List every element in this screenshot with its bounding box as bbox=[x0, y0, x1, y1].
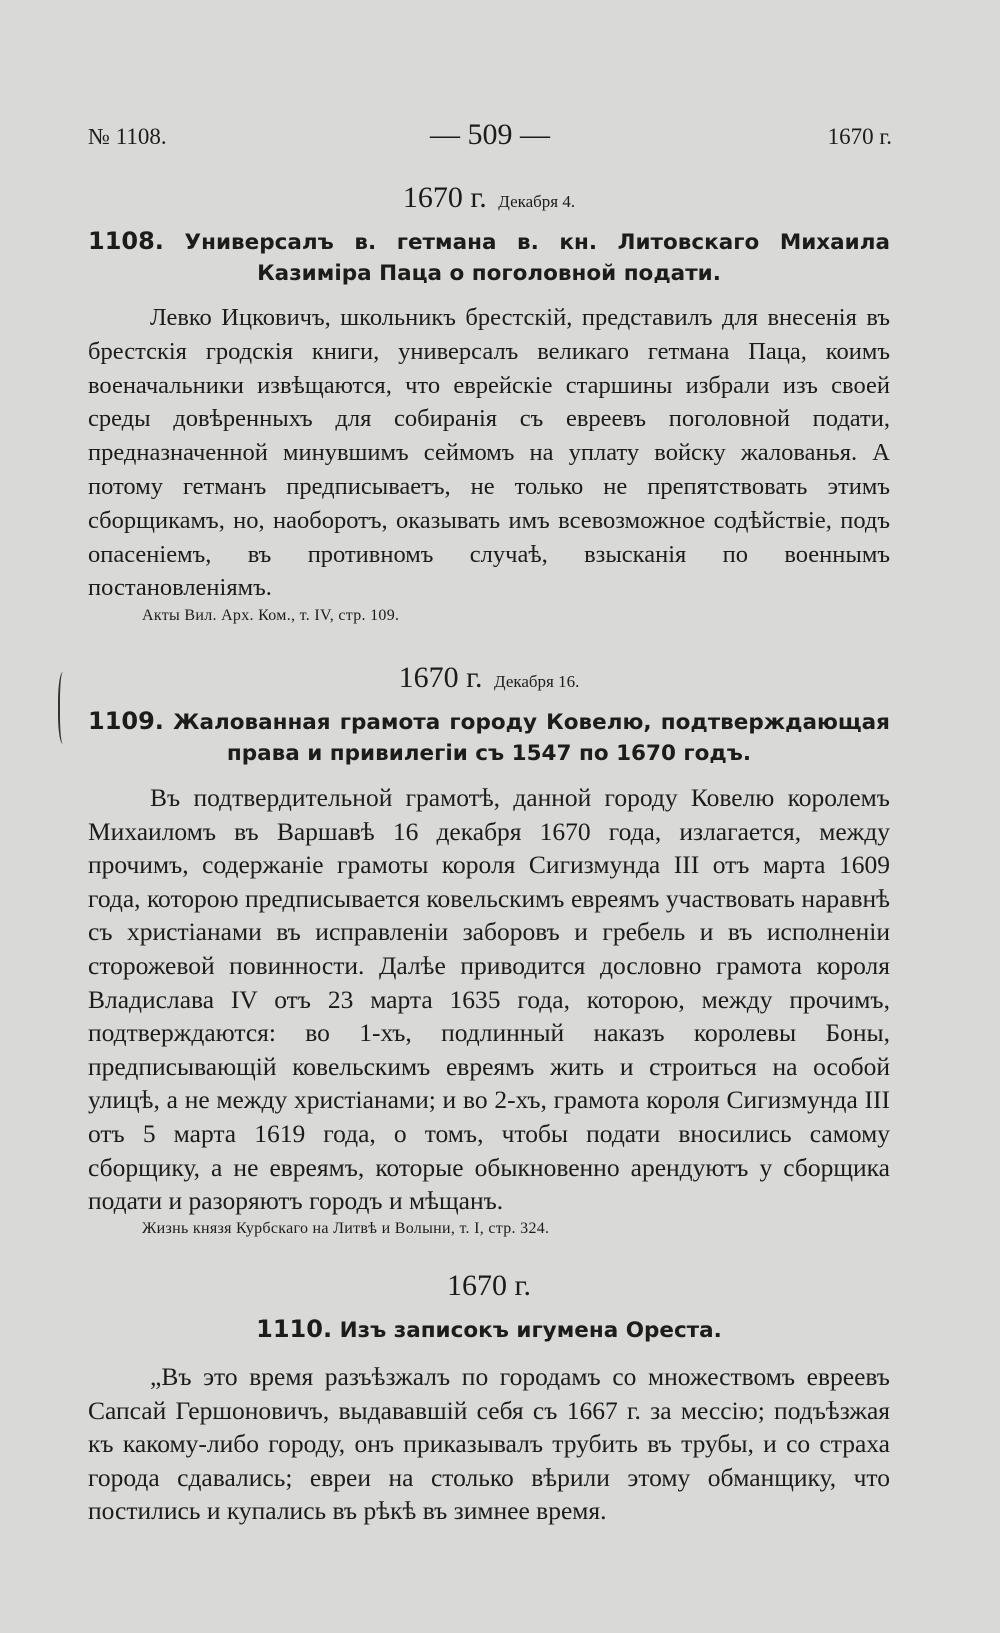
entry-date bbox=[88, 1268, 890, 1304]
date-year: 1670 г. bbox=[447, 1269, 531, 1302]
entry-title bbox=[88, 1314, 890, 1346]
entry-date bbox=[88, 660, 890, 700]
entry-1110 bbox=[88, 1268, 890, 1528]
entry-title-text: Универсалъ в. гетмана в. кн. Литовскаго Михаила Казиміра Паца о поголовной подати. bbox=[184, 230, 890, 286]
date-year: 1670 г. bbox=[398, 661, 483, 694]
date-detail: Декабря 16. bbox=[494, 672, 580, 691]
date-detail: Декабря 4. bbox=[498, 192, 576, 211]
entry-source: Акты Вил. Арх. Ком., т. IV, стр. 109. bbox=[142, 607, 400, 625]
entry-body: „Въ это время разъѣзжалъ по городамъ со множествомъ евреевъ Сапсай Гершоновичъ, выдававшій себя съ 1667 г. за мессію; подъѣзжая къ какому-либо городу, онъ приказывалъ трубить въ трубы, и со страха города сдавались; евреи на столько вѣрили этому обманщику, что постились и купались въ рѣкѣ въ зимнее время. bbox=[88, 1362, 890, 1526]
entry-body: Левко Ицковичъ, школьникъ брестскій, представилъ для внесенія въ брестскія гродскія книги, универсалъ великаго гетмана Паца, коимъ военачальники извѣщаются, что еврейскіе старшины избрали изъ своей среды довѣренныхъ для собиранія съ евреевъ поголовной подати, предназначенной минувшимъ сеймомъ на уплату войску жалованья. А потому гетманъ предписываетъ, не только не препятствовать этимъ сборщикамъ, но, наоборотъ, оказывать имъ всевозможное содѣйствіе, подъ опасеніемъ, въ противномъ случаѣ, взысканія по военнымъ постановленіямъ. bbox=[88, 304, 890, 602]
entry-title bbox=[88, 226, 890, 289]
header-year: 1670 г. bbox=[827, 124, 892, 149]
header-document-number: № 1108. bbox=[88, 124, 167, 149]
date-year: 1670 г. bbox=[402, 181, 487, 214]
entry-body: Въ подтвердительной грамотѣ, данной городу Ковелю королемъ Михаиломъ въ Варшавѣ 16 декабря 1670 года, излагается, между прочимъ, содержаніе грамоты короля Сигизмунда III отъ марта 1609 года, которою предписывается ковельскимъ евреямъ участвовать наравнѣ съ христіанами въ исправленіи заборовъ и гребель и въ исполненіи сторожевой повинности. Далѣе приводится дословно грамота короля Владислава IV отъ 23 марта 1635 года, которою, между прочимъ, подтверждаются: во 1-хъ, подлинный наказъ королевы Боны, предписывающій ковельскимъ евреямъ жить и строиться на особой улицѣ, а не между христіанами; и во 2-хъ, грамота короля Сигизмунда III отъ 5 марта 1619 года, о томъ, чтобы подати вносились самому сборщику, а не евреямъ, которые обыкновенно арендуютъ у сборщика подати и разоряютъ городъ и мѣщанъ. bbox=[88, 783, 890, 1216]
entry-1108 bbox=[88, 180, 890, 627]
margin-bracket-mark bbox=[58, 672, 70, 744]
entry-number: 1110. bbox=[256, 1315, 333, 1343]
page-number: — 509 — bbox=[430, 118, 550, 151]
running-header bbox=[88, 118, 892, 160]
entry-number: 1108. bbox=[88, 227, 164, 255]
entry-title-text: Жалованная грамота городу Ковелю, подтверждающая права и привилегіи съ 1547 по 1670 годъ. bbox=[173, 710, 890, 766]
entry-source: Жизнь князя Курбскаго на Литвѣ и Волыни, т. I, стр. 324. bbox=[142, 1219, 550, 1237]
entry-date bbox=[88, 180, 890, 220]
entry-title-text: Изъ записокъ игумена Ореста. bbox=[339, 1318, 722, 1343]
entry-number: 1109. bbox=[88, 707, 164, 735]
entry-1109 bbox=[88, 660, 890, 1240]
entry-title bbox=[88, 706, 890, 769]
